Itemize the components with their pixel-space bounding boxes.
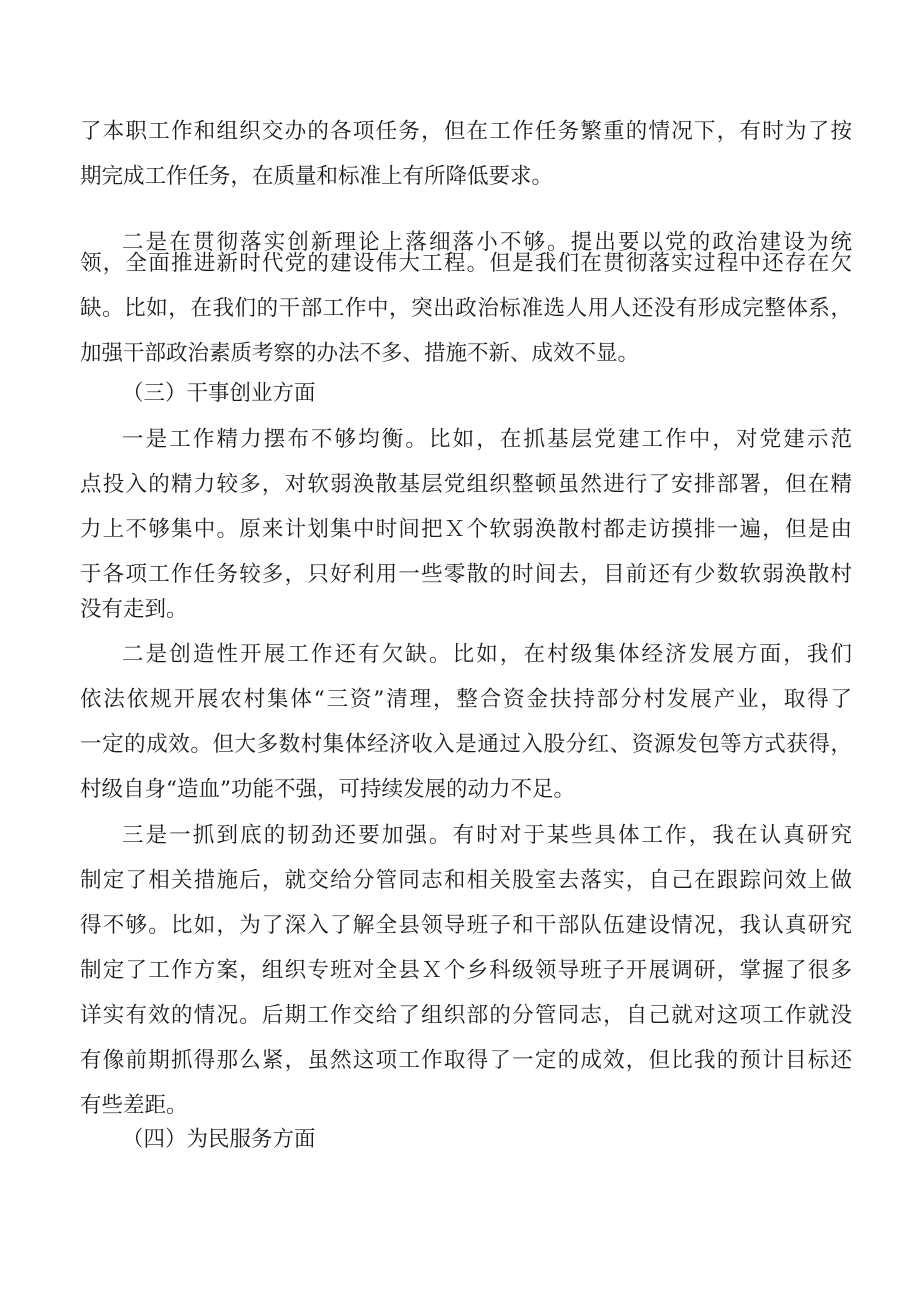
text-line: 期完成工作任务，在质量和标准上有所降低要求。 — [80, 164, 554, 189]
text-line: 一定的成效。但大多数村集体经济收入是通过入股分红、资源发包等方式获得， — [80, 732, 852, 757]
text-line: 制定了工作方案，组织专班对全县Ｘ个乡科级领导班子开展调研，掌握了很多 — [80, 958, 852, 983]
paragraph-first-line: 一是工作精力摆布不够均衡。比如，在抓基层党建工作中，对党建示范 — [122, 427, 852, 452]
section-heading: （四）为民服务方面 — [122, 1127, 316, 1152]
text-line: 点投入的精力较多，对软弱涣散基层党组织整顿虽然进行了安排部署，但在精 — [80, 472, 852, 497]
text-line: 力上不够集中。原来计划集中时间把Ｘ个软弱涣散村都走访摸排一遍，但是由 — [80, 517, 852, 542]
text-line: 缺。比如，在我们的干部工作中，突出政治标准选人用人还没有形成完整体系， — [80, 296, 852, 321]
text-line: 有像前期抓得那么紧，虽然这项工作取得了一定的成效，但比我的预计目标还 — [80, 1048, 852, 1073]
text-line: 于各项工作任务较多，只好利用一些零散的时间去，目前还有少数软弱涣散村 — [80, 562, 852, 587]
section-heading: （三）干事创业方面 — [122, 381, 316, 406]
text-line: 没有走到。 — [80, 597, 188, 622]
text-line: 村级自身“造血”功能不强，可持续发展的动力不足。 — [80, 777, 575, 802]
text-line: 有些差距。 — [80, 1093, 188, 1118]
text-line: 了本职工作和组织交办的各项任务，但在工作任务繁重的情况下，有时为了按 — [80, 119, 852, 144]
paragraph-first-line: 二是创造性开展工作还有欠缺。比如，在村级集体经济发展方面，我们 — [122, 642, 852, 667]
text-line: 得不够。比如，为了深入了解全县领导班子和干部队伍建设情况，我认真研究 — [80, 913, 852, 938]
text-line: 依法依规开展农村集体“三资”清理，整合资金扶持部分村发展产业，取得了 — [80, 687, 852, 712]
text-line: 加强干部政治素质考察的办法不多、措施不新、成效不显。 — [80, 341, 640, 366]
paragraph-first-line: 三是一抓到底的韧劲还要加强。有时对于某些具体工作，我在认真研究 — [122, 823, 852, 848]
text-line: 详实有效的情况。后期工作交给了组织部的分管同志，自己就对这项工作就没 — [80, 1003, 852, 1028]
paragraph-first-line: 二是在贯彻落实创新理论上落细落小不够。提出要以党的政治建设为统 — [122, 230, 852, 255]
text-line: 领，全面推进新时代党的建设伟大工程。但是我们在贯彻落实过程中还存在欠 — [80, 251, 852, 276]
text-line: 制定了相关措施后，就交给分管同志和相关股室去落实，自己在跟踪问效上做 — [80, 868, 852, 893]
